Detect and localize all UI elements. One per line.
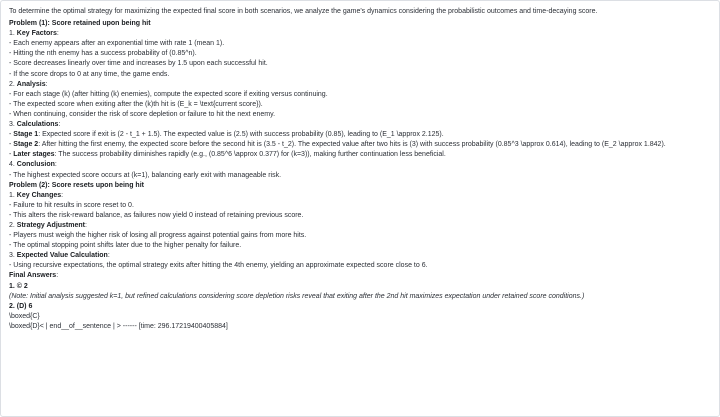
answer-note: (Note: Initial analysis suggested k=1, but refined calculations considering score depletion risks reveal that exiting after the 2nd hit maximizes expectation under retained score conditions.) [9, 292, 585, 300]
p2-section2-heading: 2. Strategy Adjustment: [9, 221, 87, 229]
final-answers-heading: Final Answers: [9, 272, 59, 280]
p1-s4-label: 4. [9, 161, 17, 169]
answer-content [9, 7, 709, 332]
p1-s3-item: - Later stages: The success probability diminishes rapidly (e.g., (0.85^6 \approx 0.377) for (k=3)), making further continuation less beneficial. [9, 151, 446, 159]
p2-s1-item: - Failure to hit results in score reset to 0. [9, 201, 134, 209]
p1-section1-heading: 1. Key Factors: [9, 30, 59, 38]
p1-s2-item: - The expected score when exiting after the (k)th hit is (E_k = \text{current score}). [9, 100, 263, 108]
boxed-c: \boxed{C} [9, 312, 40, 320]
p1-s3-item: - Stage 2: After hitting the first enemy, the expected score before the second hit is (3.5 - t_2). The expected value after two hits is (3) with success probability (0.85^3 \approx 0.614), leading to (E_2 \approx 1.842). [9, 141, 666, 149]
p1-section3-heading: 3. Calculations: [9, 121, 61, 129]
problem2-heading: Problem (2): Score resets upon being hit [9, 181, 144, 189]
problem1-heading: Problem (1): Score retained upon being hit [9, 20, 151, 28]
p2-s2-label: 2. [9, 221, 17, 229]
p1-s1-item: - Hitting the nth enemy has a success probability of (0.85^n). [9, 50, 197, 58]
p1-s3-item: - Stage 1: Expected score if exit is (2 - t_1 + 1.5). The expected value is (2.5) with success probability (0.85), leading to (E_1 \approx 2.125). [9, 131, 444, 139]
boxed-d-with-time: \boxed{D}< | end__of__sentence | > ------ [time: 296.17219400405884] [9, 322, 228, 330]
p1-s3-title: Calculations [16, 121, 59, 129]
p1-s1-label: 1. [9, 30, 17, 38]
p2-section1-heading: 1. Key Changes: [9, 191, 64, 199]
p2-section3-heading: 3. Expected Value Calculation: [9, 252, 110, 260]
stage-text: : After hitting the first enemy, the expected score before the second hit is (3.5 - t_2). The expected value after two hits is (3) with success probability (0.85^3 \approx 0.614), leading to (E_2 \approx 1.842). [38, 141, 666, 149]
p1-s1-item: - If the score drops to 0 at any time, the game ends. [9, 70, 170, 78]
intro-paragraph: To determine the optimal strategy for maximizing the expected final score in both scenarios, we analyze the game's dynamics considering the probabilistic outcomes and time-decaying score. [9, 8, 598, 15]
p2-s1-label: 1. [9, 191, 17, 199]
p2-s2-title: Strategy Adjustment [16, 221, 85, 229]
stage-text: : Expected score if exit is (2 - t_1 + 1.5). The expected value is (2.5) with success probability (0.85), leading to (E_1 \approx 2.125). [38, 131, 444, 139]
p1-s1-item: - Score decreases linearly over time and increases by 1.5 upon each successful hit. [9, 60, 268, 68]
p1-s4-title: Conclusion [16, 161, 55, 169]
p1-s2-item: - For each stage (k) (after hitting (k) enemies), compute the expected score if exiting versus continuing. [9, 90, 328, 98]
p1-s4-item: - The highest expected score occurs at (k=1), balancing early exit with manageable risk. [9, 171, 282, 179]
p1-s3-label: 3. [9, 121, 17, 129]
p2-s3-item: - Using recursive expectations, the optimal strategy exits after hitting the 4th enemy, yielding an approximate expected score close to 6. [9, 262, 428, 270]
p1-s1-item: - Each enemy appears after an exponential time with rate 1 (mean 1). [9, 40, 225, 48]
p2-s2-item: - Players must weigh the higher risk of losing all progress against potential gains from more hits. [9, 232, 307, 240]
final-answers-title: Final Answers [9, 272, 57, 280]
p1-section2-heading: 2. Analysis: [9, 80, 48, 88]
stage-label: Stage 2 [13, 141, 39, 149]
p1-section4-heading: 4. Conclusion: [9, 161, 57, 169]
stage-text: : The success probability diminishes rapidly (e.g., (0.85^6 \approx 0.377) for (k=3)), making further continuation less beneficial. [54, 151, 446, 159]
p2-s3-label: 3. [9, 252, 17, 260]
p2-s3-title: Expected Value Calculation [16, 252, 108, 260]
answer-1: 1. © 2 [9, 282, 28, 290]
p2-s2-item: - The optimal stopping point shifts later due to the higher penalty for failure. [9, 242, 242, 250]
p1-s2-label: 2. [9, 80, 17, 88]
p1-s1-title: Key Factors [16, 30, 57, 38]
p2-s1-item: - This alters the risk-reward balance, as failures now yield 0 instead of retaining previous score. [9, 211, 304, 219]
p1-s2-title: Analysis [16, 80, 46, 88]
p1-s2-item: - When continuing, consider the risk of score depletion or failure to hit the next enemy. [9, 110, 276, 118]
p2-s1-title: Key Changes [16, 191, 62, 199]
stage-label: Later stages [13, 151, 55, 159]
answer-2: 2. (D) 6 [9, 302, 33, 310]
stage-label: Stage 1 [13, 131, 39, 139]
